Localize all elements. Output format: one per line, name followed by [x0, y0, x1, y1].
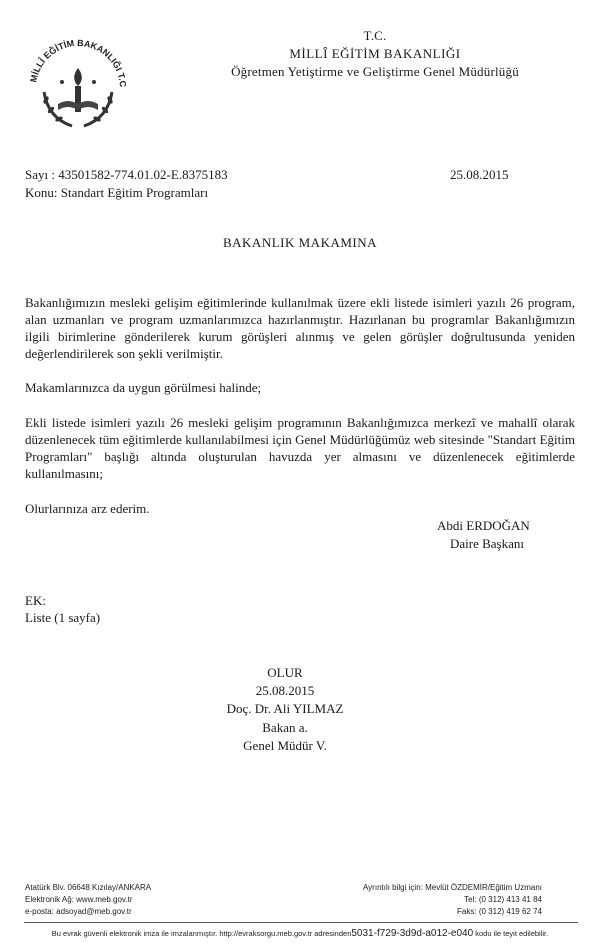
paragraph-2: Makamlarınızca da uygun görülmesi halinde; [25, 380, 262, 395]
footer-address: Atatürk Blv. 06648 Kızılay/ANKARA [25, 883, 152, 892]
approval-role-2: Genel Müdür V. [243, 738, 327, 753]
seal-text: MİLLÎ EĞİTİM BAKANLIĞI T.C [28, 37, 129, 88]
document-number: Sayı : 43501582-774.01.02-E.8375183 [25, 167, 228, 182]
verification-suffix: kodu ile teyit edilebilir. [473, 929, 549, 938]
footer-tel: Tel: (0 312) 413 41 84 [464, 895, 542, 904]
signer-name: Abdi ERDOĞAN [437, 518, 530, 533]
attachment-item: Liste (1 sayfa) [25, 610, 101, 625]
header-line-2: MİLLÎ EĞİTİM BAKANLIĞI [289, 46, 461, 61]
approval-olur: OLUR [267, 665, 303, 680]
paragraph-3: Ekli listede isimleri yazılı 26 mesleki gelişim programının Bakanlığımızca merkezî ve mahallî olarak düzenlenecek tüm eğitimlerde kullanılabilmesi için Genel Müdürlüğümüz web sitesinde "Standart Eğitim Programları" başlığı altında oluşturulan havuzda yer almasını ve düzenlenecek eğitimlerde kullanılmasını; [25, 415, 575, 481]
header-line-1: T.C. [363, 28, 387, 43]
header-line-3: Öğretmen Yetiştirme ve Geliştirme Genel Müdürlüğü [231, 64, 519, 79]
document-subject: Konu: Standart Eğitim Programları [25, 185, 209, 200]
paragraph-1: Bakanlığımızın mesleki gelişim eğitimlerinde kullanılmak üzere ekli listede isimleri yazılı 26 program, alan uzmanları ve program uzmanlarımızca hazırlanmıştır. Hazırlanan bu programlar Bakanlığımızın ilgili birimlerine gönderilerek kurum görüşleri alınmış ve gelen görüşler doğrultusunda yeniden değerlendirilerek son şekli verilmiştir. [25, 295, 575, 361]
attachments-label: EK: [25, 593, 46, 608]
approval-date: 25.08.2015 [255, 683, 315, 698]
footer-email[interactable]: e-posta: adsoyad@meb.gov.tr [25, 907, 132, 916]
footer-contact: Ayrıntılı bilgi için: Mevlüt ÖZDEMİR/Eğitim Uzmanı [362, 883, 542, 892]
approval-role-1: Bakan a. [262, 720, 308, 735]
signer-title: Daire Başkanı [450, 536, 525, 551]
footer-divider [24, 922, 578, 923]
paragraph-4: Olurlarınıza arz ederim. [25, 501, 150, 516]
footer-web[interactable]: Elektronik Ağ: www.meb.gov.tr [25, 895, 133, 904]
verification-line [0, 928, 600, 939]
addressee: BAKANLIK MAKAMINA [222, 235, 378, 250]
footer-fax: Faks: (0 312) 419 62 74 [457, 907, 542, 916]
document-date: 25.08.2015 [450, 167, 509, 182]
verification-text: Bu evrak güvenli elektronik imza ile imzalanmıştır. http://evraksorgu.meb.gov.tr adresinden [51, 929, 352, 938]
verification-code[interactable]: 5031-f729-3d9d-a012-e040 [351, 928, 474, 939]
approval-name: Doç. Dr. Ali YILMAZ [226, 701, 344, 716]
